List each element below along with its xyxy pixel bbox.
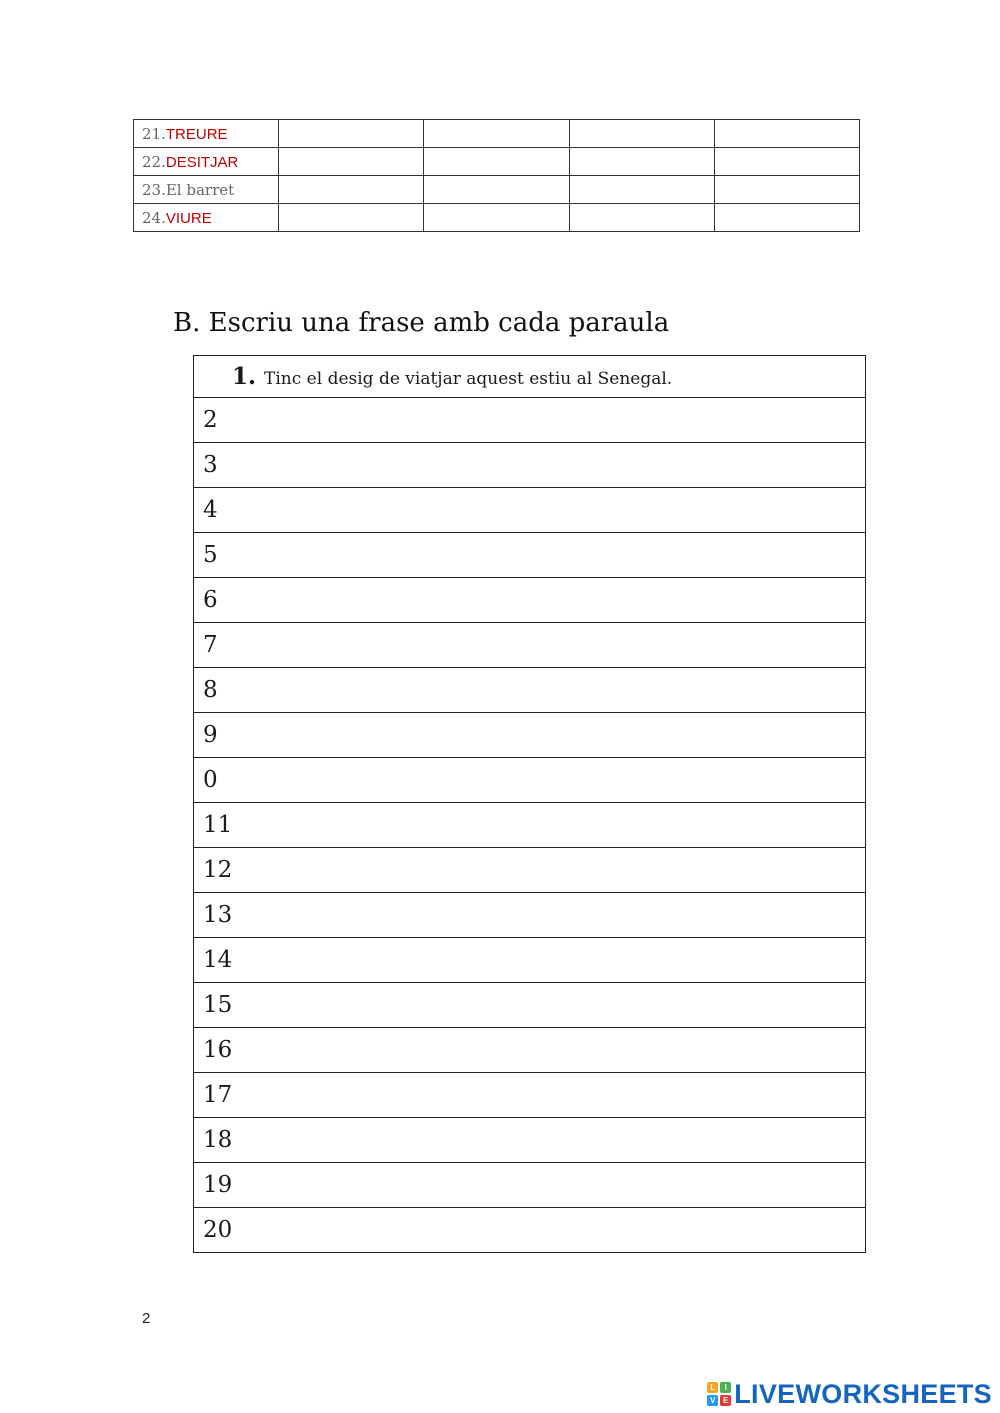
sentence-cell[interactable]	[194, 533, 866, 578]
sentence-number: 9	[203, 722, 218, 748]
sentence-row	[194, 623, 866, 668]
sentence-cell[interactable]	[194, 623, 866, 668]
word-table-row	[134, 120, 860, 148]
word-table-row	[134, 148, 860, 176]
sentence-cell[interactable]	[194, 398, 866, 443]
answer-cell[interactable]	[714, 176, 859, 204]
answer-cell[interactable]	[279, 148, 424, 176]
sentence-row	[194, 938, 866, 983]
sentence-row-example	[194, 356, 866, 398]
sentence-number: 15	[203, 992, 233, 1018]
word-number: 24.	[142, 208, 166, 227]
word-number: 23.	[142, 180, 166, 199]
word-label: VIURE	[165, 209, 212, 227]
sentence-number: 16	[203, 1037, 233, 1063]
sentence-cell[interactable]	[194, 803, 866, 848]
answer-cell[interactable]	[279, 176, 424, 204]
logo-square: V	[707, 1395, 718, 1406]
sentence-number: 8	[203, 677, 218, 703]
sentence-number: 13	[203, 902, 233, 928]
sentence-cell[interactable]	[194, 488, 866, 533]
sentence-cell[interactable]	[194, 1028, 866, 1073]
sentence-row	[194, 1118, 866, 1163]
liveworksheets-logo-icon	[707, 1382, 731, 1406]
word-cell	[134, 120, 279, 148]
sentence-row	[194, 668, 866, 713]
answer-cell[interactable]	[714, 204, 859, 232]
word-label: DESITJAR	[165, 153, 239, 171]
logo-square: E	[720, 1395, 731, 1406]
sentence-cell[interactable]	[194, 1163, 866, 1208]
example-sentence: Tinc el desig de viatjar aquest estiu al Senegal.	[264, 369, 673, 389]
sentence-cell[interactable]	[194, 1073, 866, 1118]
sentence-cell[interactable]	[194, 1118, 866, 1163]
sentence-table	[193, 355, 866, 1253]
answer-cell[interactable]	[424, 204, 569, 232]
sentence-cell[interactable]	[194, 713, 866, 758]
sentence-number: 20	[203, 1217, 233, 1243]
sentence-cell[interactable]	[194, 983, 866, 1028]
sentence-row	[194, 848, 866, 893]
word-cell	[134, 176, 279, 204]
sentence-row	[194, 803, 866, 848]
sentence-row	[194, 398, 866, 443]
answer-cell[interactable]	[714, 148, 859, 176]
sentence-row	[194, 443, 866, 488]
sentence-cell[interactable]	[194, 938, 866, 983]
sentence-number: 2	[203, 407, 218, 433]
sentence-number: 12	[203, 857, 233, 883]
sentence-cell[interactable]	[194, 1208, 866, 1253]
answer-cell[interactable]	[279, 204, 424, 232]
sentence-cell[interactable]	[194, 893, 866, 938]
sentence-row	[194, 983, 866, 1028]
sentence-cell[interactable]	[194, 443, 866, 488]
sentence-number: 0	[203, 767, 218, 793]
sentence-number: 19	[203, 1172, 233, 1198]
sentence-cell[interactable]	[194, 758, 866, 803]
answer-cell[interactable]	[569, 148, 714, 176]
answer-cell[interactable]	[424, 120, 569, 148]
word-table-row	[134, 204, 860, 232]
sentence-number: 3	[203, 452, 218, 478]
word-table	[133, 119, 860, 232]
logo-square: I	[720, 1382, 731, 1393]
sentence-number: 18	[203, 1127, 233, 1153]
sentence-row	[194, 758, 866, 803]
sentence-number: 5	[203, 542, 218, 568]
sentence-number: 17	[203, 1082, 233, 1108]
answer-cell[interactable]	[569, 120, 714, 148]
sentence-number: 4	[203, 497, 218, 523]
answer-cell[interactable]	[569, 176, 714, 204]
sentence-row	[194, 1163, 866, 1208]
sentence-number: 14	[203, 947, 233, 973]
sentence-cell[interactable]	[194, 578, 866, 623]
sentence-row	[194, 713, 866, 758]
sentence-number: 7	[203, 632, 218, 658]
brand-name: LIVEWORKSHEETS	[734, 1378, 992, 1409]
word-number: 21.	[142, 124, 166, 143]
sentence-row	[194, 533, 866, 578]
sentence-cell[interactable]	[194, 848, 866, 893]
word-label: TREURE	[165, 125, 228, 143]
sentence-number: 6	[203, 587, 218, 613]
word-number: 22.	[142, 152, 166, 171]
example-number: 1.	[232, 363, 257, 390]
answer-cell[interactable]	[424, 176, 569, 204]
page-number: 2	[142, 1310, 151, 1327]
logo-square: L	[707, 1382, 718, 1393]
word-cell	[134, 204, 279, 232]
section-b-title: B. Escriu una frase amb cada paraula	[173, 308, 670, 338]
sentence-cell[interactable]	[194, 668, 866, 713]
sentence-row	[194, 488, 866, 533]
sentence-row	[194, 1028, 866, 1073]
sentence-row	[194, 578, 866, 623]
word-label: El barret	[165, 180, 235, 199]
answer-cell[interactable]	[279, 120, 424, 148]
answer-cell[interactable]	[714, 120, 859, 148]
answer-cell[interactable]	[424, 148, 569, 176]
answer-cell[interactable]	[569, 204, 714, 232]
sentence-row	[194, 1208, 866, 1253]
sentence-row	[194, 1073, 866, 1118]
brand-footer[interactable]	[707, 1379, 992, 1409]
word-cell	[134, 148, 279, 176]
sentence-row	[194, 893, 866, 938]
word-table-row	[134, 176, 860, 204]
sentence-cell-example[interactable]	[194, 356, 866, 398]
sentence-number: 11	[203, 812, 233, 838]
